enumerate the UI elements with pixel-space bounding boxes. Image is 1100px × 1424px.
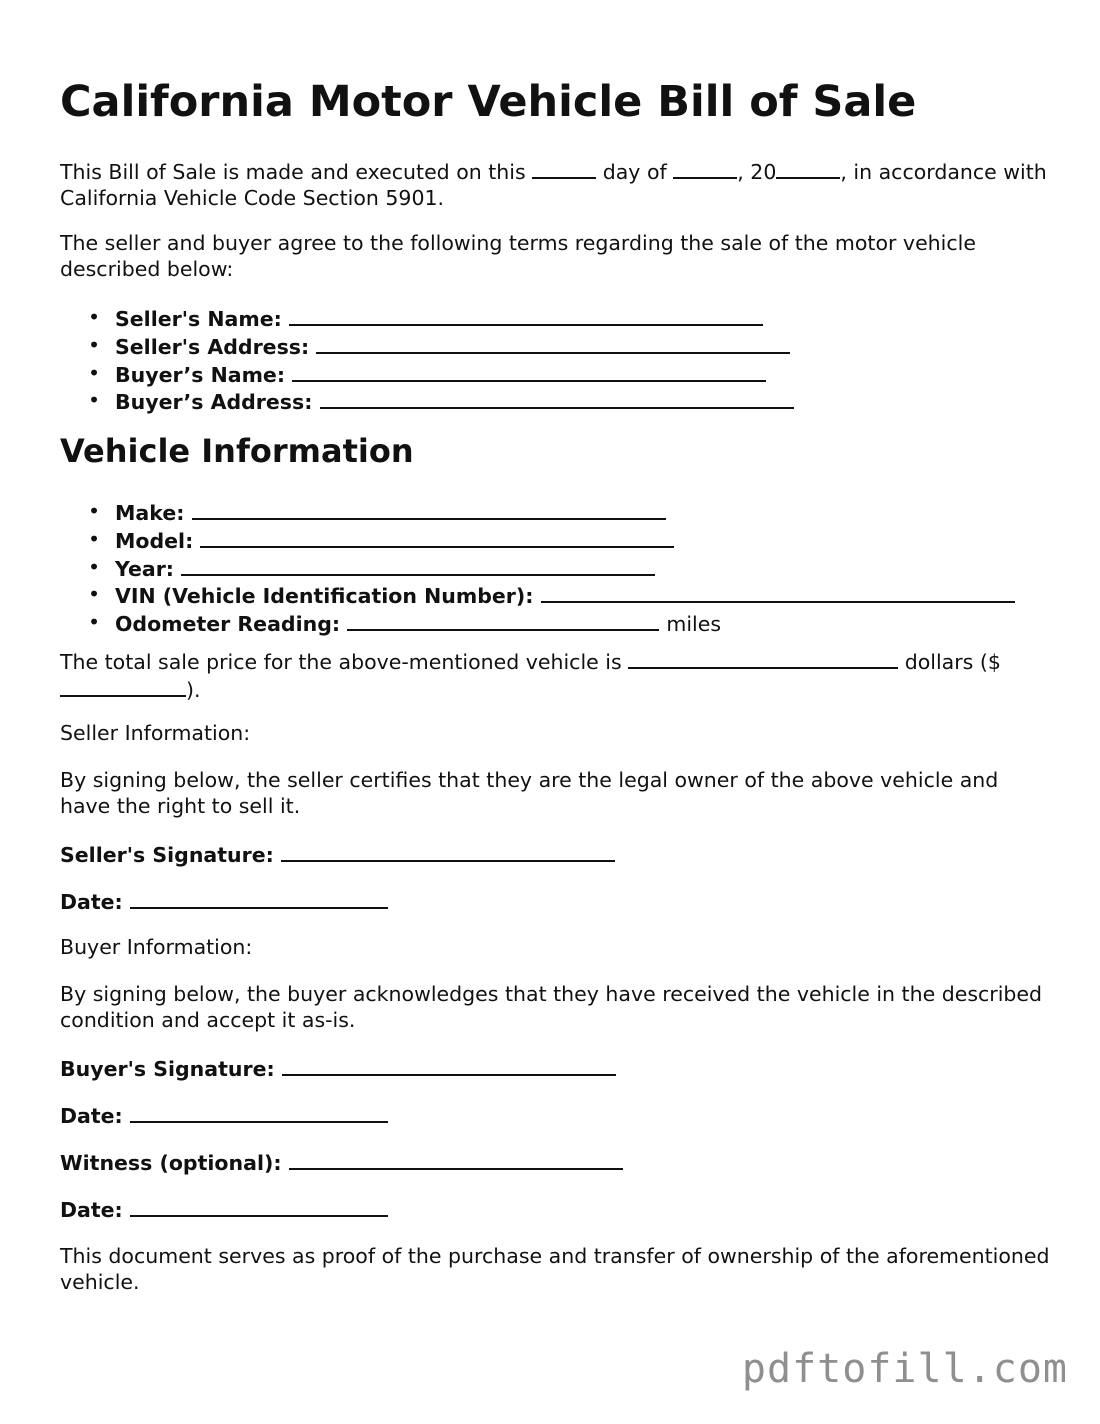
seller-signature-line	[60, 841, 615, 869]
year-field[interactable]	[181, 555, 655, 576]
price-text-3: ($	[979, 650, 1001, 674]
vin-field[interactable]	[541, 582, 1015, 603]
closing-paragraph: This document serves as proof of the purchase and transfer of ownership of the aforementioned vehicle.	[60, 1244, 1050, 1294]
witness-date-field[interactable]	[130, 1196, 388, 1217]
buyer-date-line	[60, 1102, 388, 1130]
price-text-4: ).	[186, 677, 201, 702]
buyer-name-field[interactable]	[292, 361, 766, 382]
month-blank[interactable]	[673, 158, 737, 179]
seller-address-label: Seller's Address:	[115, 334, 310, 359]
intro-text-1: This Bill of Sale is made and executed on this	[60, 160, 526, 184]
buyer-signature-line	[60, 1055, 616, 1083]
seller-signature-field[interactable]	[281, 841, 615, 862]
seller-date-label: Date:	[60, 890, 123, 914]
model-label: Model:	[115, 528, 194, 553]
buyer-address-field[interactable]	[320, 388, 794, 409]
list-item: • Buyer’s Name:	[60, 361, 794, 389]
terms-paragraph: The seller and buyer agree to the following terms regarding the sale of the motor vehicle described below:	[60, 231, 976, 281]
make-label: Make:	[115, 501, 185, 525]
intro-text-2: day of	[602, 160, 667, 184]
buyer-name-label: Buyer’s Name:	[115, 362, 286, 387]
odometer-unit: miles	[666, 612, 722, 637]
price-amount-field[interactable]	[60, 676, 186, 697]
model-field[interactable]	[200, 527, 674, 548]
parties-list	[60, 305, 794, 416]
document-title: California Motor Vehicle Bill of Sale	[60, 77, 917, 127]
seller-name-field[interactable]	[289, 305, 763, 326]
buyer-info-heading: Buyer Information:	[60, 935, 253, 959]
seller-date-line	[60, 888, 388, 916]
odometer-label: Odometer Reading:	[115, 612, 341, 637]
list-item: • Seller's Address:	[60, 333, 794, 361]
make-field[interactable]	[192, 499, 666, 520]
price-words-field[interactable]	[628, 648, 898, 669]
price-paragraph	[60, 648, 1050, 703]
list-item: • Odometer Reading: miles	[88, 610, 722, 637]
list-item: • Make:	[60, 499, 1015, 527]
intro-paragraph	[60, 158, 1050, 211]
year-label: Year:	[115, 556, 175, 581]
witness-label: Witness (optional):	[60, 1151, 282, 1175]
witness-line	[60, 1149, 623, 1177]
odometer-field[interactable]	[347, 610, 659, 631]
vin-label: VIN (Vehicle Identification Number):	[115, 584, 534, 609]
seller-signature-label: Seller's Signature:	[60, 843, 274, 867]
intro-text-3: , 20	[737, 160, 777, 184]
seller-info-heading: Seller Information:	[60, 721, 251, 745]
vehicle-fields-list	[60, 499, 1015, 638]
seller-name-label: Seller's Name:	[115, 307, 282, 331]
buyer-address-label: Buyer’s Address:	[115, 390, 313, 415]
seller-statement: By signing below, the seller certifies that they are the legal owner of the above vehicle and have the right to sell it.	[60, 768, 999, 818]
buyer-signature-label: Buyer's Signature:	[60, 1057, 275, 1081]
price-text-1: The total sale price for the above-mentioned vehicle is	[60, 650, 622, 674]
witness-signature-field[interactable]	[289, 1149, 623, 1170]
list-item: • Buyer’s Address:	[60, 388, 794, 416]
year-blank[interactable]	[776, 158, 840, 179]
watermark-logo: pdftofill.com	[741, 1346, 1068, 1392]
list-item: • Year:	[60, 555, 1015, 583]
day-blank[interactable]	[532, 158, 596, 179]
buyer-signature-field[interactable]	[282, 1055, 616, 1076]
buyer-date-field[interactable]	[130, 1102, 388, 1123]
buyer-statement: By signing below, the buyer acknowledges that they have received the vehicle in the described condition and accept it as-is.	[60, 982, 1043, 1032]
vehicle-info-heading: Vehicle Information	[60, 432, 414, 470]
witness-date-line	[60, 1196, 388, 1224]
price-text-2: dollars	[904, 650, 974, 674]
intro-text-4: , in accordance with California Vehicle Code Section 5901.	[60, 160, 1047, 210]
buyer-date-label: Date:	[60, 1104, 123, 1128]
list-item: • Seller's Name:	[60, 305, 794, 333]
list-item: • VIN (Vehicle Identification Number):	[60, 582, 1015, 610]
list-item: • Model:	[60, 527, 1015, 555]
seller-date-field[interactable]	[130, 888, 388, 909]
witness-date-label: Date:	[60, 1198, 123, 1222]
seller-address-field[interactable]	[316, 333, 790, 354]
